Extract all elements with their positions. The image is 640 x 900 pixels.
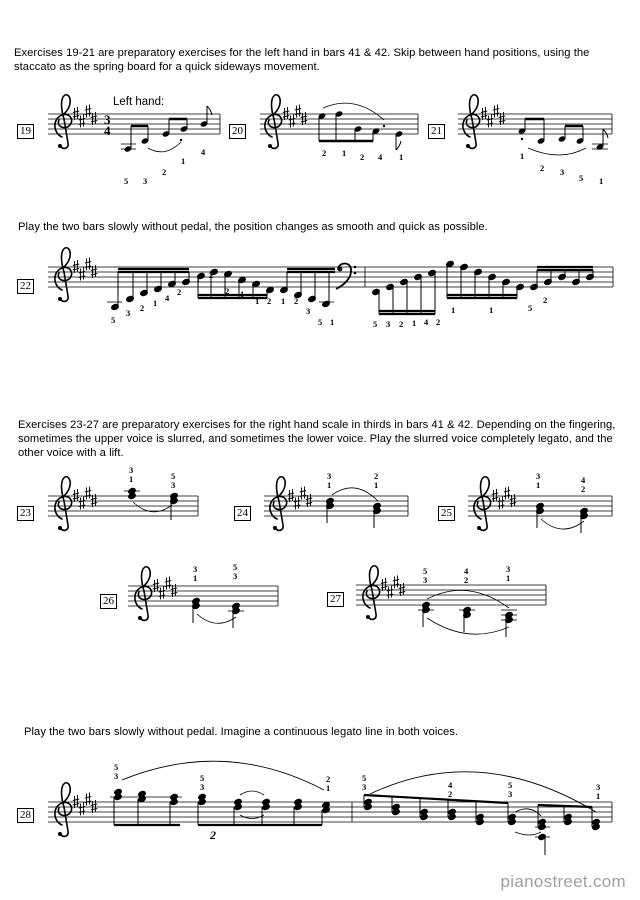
finger-21-4: 1 (599, 176, 604, 186)
finger-25-0b: 1 (536, 480, 541, 490)
fingering-21 (520, 151, 603, 186)
finger-22-6: 1 (196, 274, 201, 284)
finger-22-13: 2 (294, 296, 299, 306)
intro-text-22: Play the two bars slowly without pedal, the position changes as smooth and quick as possible. (18, 221, 488, 233)
finger-23-0b: 1 (129, 474, 134, 484)
notes-20 (318, 103, 404, 150)
finger-24-0b: 1 (327, 480, 332, 490)
finger-19-1: 3 (143, 176, 148, 186)
fingering-23 (129, 465, 175, 490)
finger-21-1: 2 (540, 163, 545, 173)
staff-26-27 (128, 585, 546, 606)
finger-20-2: 2 (360, 152, 365, 162)
finger-22-12: 1 (281, 296, 286, 306)
finger-28-1b: 3 (200, 782, 205, 792)
finger-28-3b: 1 (326, 783, 331, 793)
finger-22-14: 3 (306, 306, 311, 316)
finger-22-10: 1 (255, 296, 260, 306)
finger-19-0: 5 (124, 176, 129, 186)
notes-24 (326, 488, 382, 528)
finger-27-0b: 3 (423, 575, 428, 585)
finger-24-1b: 1 (374, 480, 379, 490)
finger-22-23: 1 (451, 305, 456, 315)
finger-23-1b: 3 (171, 480, 176, 490)
exercise-number-24: 24 (234, 506, 251, 521)
finger-22-24: 1 (489, 305, 494, 315)
finger-22-9: 1 (240, 289, 245, 299)
staff-19-21 (48, 114, 612, 134)
finger-22-4: 4 (165, 293, 170, 303)
finger-28-2: 2 (210, 828, 216, 842)
fingering-20 (322, 148, 403, 162)
exercise-number-28: 28 (17, 808, 34, 823)
watermark: pianostreet.com (500, 872, 626, 891)
finger-22-19: 2 (399, 319, 404, 329)
fingering-24 (327, 471, 378, 490)
exercise-number-19: 19 (17, 124, 34, 139)
finger-28-7a: 3 (596, 782, 601, 792)
finger-24-1a: 2 (374, 471, 379, 481)
notes-23 (124, 487, 178, 520)
finger-27-1a: 4 (464, 566, 469, 576)
finger-22-26: 2 (543, 295, 548, 305)
finger-28-7b: 1 (596, 791, 601, 801)
finger-28-6a: 5 (508, 780, 513, 790)
intro-text-23-27: Exercises 23-27 are preparatory exercises for the right hand scale in thirds in bars 41 & 42. Depending on the fingering, sometimes the upper voice is slurred, and sometimes the lower voice. Play the slurred voice completely legato, and the other voice with a lift. (18, 419, 616, 459)
finger-20-0: 2 (322, 148, 327, 158)
finger-22-5: 2 (177, 287, 182, 297)
finger-22-1: 3 (126, 308, 131, 318)
left-hand-label: Left hand: (113, 96, 165, 108)
finger-28-0b: 3 (114, 771, 119, 781)
finger-19-3: 1 (181, 156, 186, 166)
finger-27-2b: 1 (506, 573, 511, 583)
finger-28-5a: 4 (448, 780, 453, 790)
finger-26-0a: 3 (193, 564, 198, 574)
intro-text-19-21: Exercises 19-21 are preparatory exercises for the left hand in bars 41 & 42. Skip between hand positions, using the staccato as the spring board for a quick sideways movement. (14, 47, 590, 73)
finger-26-1a: 5 (233, 562, 238, 572)
fingering-25 (536, 471, 586, 494)
finger-26-0b: 1 (193, 573, 198, 583)
finger-22-11: 2 (267, 296, 272, 306)
exercise-number-23: 23 (17, 506, 34, 521)
finger-22-20: 1 (412, 318, 417, 328)
finger-28-6b: 3 (508, 789, 513, 799)
exercise-number-21: 21 (428, 124, 445, 139)
finger-26-1b: 3 (233, 571, 238, 581)
finger-23-0a: 3 (129, 465, 134, 475)
finger-22-3: 1 (153, 298, 158, 308)
finger-28-4b: 3 (362, 782, 367, 792)
finger-22-15: 5 (318, 317, 323, 327)
finger-28-5b: 2 (448, 789, 453, 799)
finger-27-2a: 3 (506, 564, 511, 574)
notes-27 (418, 590, 517, 637)
exercise-number-26: 26 (100, 594, 117, 609)
finger-19-4: 4 (201, 147, 206, 157)
finger-22-7: 2 (209, 270, 214, 280)
finger-22-16: 1 (330, 317, 335, 327)
finger-22-25: 5 (528, 303, 533, 313)
notes-28-bar2 (364, 772, 601, 855)
finger-27-1b: 2 (464, 575, 469, 585)
finger-20-4: 1 (399, 152, 404, 162)
time-sig-bottom: 4 (104, 123, 111, 138)
exercise-number-25: 25 (438, 506, 455, 521)
notes-25 (536, 502, 589, 533)
finger-22-8: 2 (225, 286, 230, 296)
finger-22-2: 2 (140, 303, 145, 313)
finger-21-3: 5 (579, 173, 584, 183)
finger-28-1a: 5 (200, 773, 205, 783)
notes-28-bar1 (110, 761, 330, 825)
fingering-19 (124, 147, 206, 186)
finger-28-4a: 5 (362, 773, 367, 783)
finger-20-3: 4 (378, 152, 383, 162)
finger-22-22: 2 (436, 317, 441, 327)
finger-27-0a: 5 (423, 566, 428, 576)
finger-22-17: 5 (373, 319, 378, 329)
finger-22-21: 4 (424, 317, 429, 327)
finger-19-2: 2 (162, 167, 167, 177)
finger-25-1b: 2 (581, 484, 586, 494)
finger-28-0a: 5 (114, 762, 119, 772)
exercise-number-22: 22 (17, 279, 34, 294)
fingering-26 (193, 562, 237, 583)
finger-25-0a: 3 (536, 471, 541, 481)
finger-23-1a: 5 (171, 471, 176, 481)
finger-22-18: 3 (386, 319, 391, 329)
exercise-number-27: 27 (327, 592, 344, 607)
finger-21-2: 3 (560, 167, 565, 177)
time-sig-top: 3 (104, 112, 111, 127)
finger-24-0a: 3 (327, 471, 332, 481)
exercise-number-20: 20 (229, 124, 246, 139)
fingering-27 (423, 564, 510, 585)
finger-22-0: 5 (111, 315, 116, 325)
finger-28-3a: 2 (326, 774, 331, 784)
finger-25-1a: 4 (581, 475, 586, 485)
notes-26 (192, 597, 244, 628)
finger-21-0: 1 (520, 151, 525, 161)
finger-20-1: 1 (342, 148, 347, 158)
intro-text-28: Play the two bars slowly without pedal. Imagine a continuous legato line in both voices. (24, 726, 459, 738)
